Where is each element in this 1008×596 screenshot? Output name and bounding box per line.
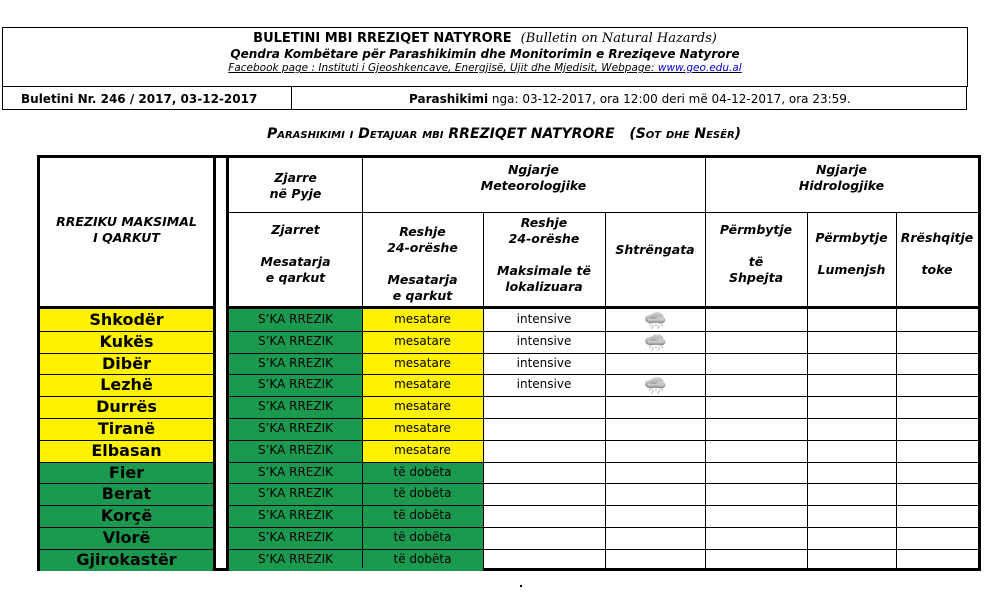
- river-flood-subheader: Përmbytje Lumenjsh: [815, 230, 888, 277]
- fire-risk-cell: S’KA RREZIK: [229, 462, 362, 484]
- region-cell: Fier: [40, 462, 213, 484]
- river-flood-cell: [807, 331, 896, 353]
- fire-subheader: Zjarret Mesatarja e qarkut: [260, 222, 331, 285]
- landslide-cell: [896, 374, 978, 396]
- row-divider: [40, 396, 213, 397]
- storm-cell: [605, 353, 705, 375]
- facebook-link[interactable]: Facebook page : Instituti i Gjeoshkencave, Energjisë, Ujit dhe Mjedisit, Webpage:: [228, 62, 655, 74]
- row-divider: [229, 549, 978, 550]
- section-title-prefix: Parashikimi i Detajuar mbi: [266, 126, 444, 142]
- row-divider: [40, 331, 213, 332]
- region-cell: Kukës: [40, 331, 213, 353]
- forecast-period: [292, 86, 967, 110]
- rain-avg-cell: mesatare: [362, 309, 483, 331]
- stray-dot: [520, 585, 522, 587]
- fire-risk-cell: S’KA RREZIK: [229, 505, 362, 527]
- rain-max-cell: intensive: [516, 333, 572, 348]
- storm-cell: [605, 374, 705, 396]
- flash-flood-cell: [705, 483, 807, 505]
- flash-flood-cell: [705, 527, 807, 549]
- thick-divider: [226, 158, 229, 568]
- row-divider: [40, 505, 213, 506]
- bulletin-subtitle: Qendra Kombëtare për Parashikimin dhe Monitorimin e Rreziqeve Natyrore: [230, 47, 740, 61]
- row-divider: [40, 374, 213, 375]
- row-divider: [229, 331, 978, 332]
- rain-avg-cell: mesatare: [362, 396, 483, 418]
- hydro-group-header: Ngjarje Hidrologjike: [798, 162, 885, 193]
- row-divider: [229, 353, 978, 354]
- storm-cell: [605, 418, 705, 440]
- column-divider: [705, 158, 706, 568]
- fire-risk-cell: S’KA RREZIK: [229, 549, 362, 571]
- flash-flood-cell: [705, 331, 807, 353]
- bulletin-links: [3, 62, 967, 75]
- row-divider: [229, 483, 978, 484]
- river-flood-cell: [807, 527, 896, 549]
- region-cell: Elbasan: [40, 440, 213, 462]
- rain-max-cell: intensive: [516, 355, 572, 370]
- landslide-cell: [896, 483, 978, 505]
- rain-cloud-icon: [642, 311, 668, 329]
- landslide-cell: [896, 462, 978, 484]
- flash-flood-cell: [705, 462, 807, 484]
- storm-cell: [605, 462, 705, 484]
- rain-max-cell: [483, 440, 605, 462]
- rain-avg-cell: të dobëta: [362, 462, 483, 484]
- rain-avg-cell: të dobëta: [362, 549, 483, 571]
- rain-max-cell: [483, 462, 605, 484]
- row-divider: [40, 549, 213, 550]
- bulletin-title-english: (Bulletin on Natural Hazards): [520, 31, 717, 46]
- river-flood-cell: [807, 374, 896, 396]
- landslide-cell: [896, 527, 978, 549]
- storm-cell: [605, 440, 705, 462]
- thick-divider: [213, 158, 216, 568]
- landslide-cell: [896, 418, 978, 440]
- rain-max-cell: [483, 549, 605, 571]
- storm-cell: [605, 396, 705, 418]
- rain-avg-cell: mesatare: [362, 353, 483, 375]
- region-cell: Lezhë: [40, 374, 213, 396]
- column-divider: [605, 212, 606, 568]
- river-flood-cell: [807, 396, 896, 418]
- storm-cell: [605, 527, 705, 549]
- river-flood-cell: [807, 353, 896, 375]
- storm-cell: [605, 483, 705, 505]
- landslide-cell: [896, 309, 978, 331]
- section-title: [0, 126, 1008, 142]
- row-divider: [40, 462, 213, 463]
- flash-flood-cell: [705, 505, 807, 527]
- rain-avg-cell: të dobëta: [362, 483, 483, 505]
- river-flood-cell: [807, 418, 896, 440]
- rain-max-cell: intensive: [516, 312, 572, 326]
- meteo-group-header: Ngjarje Meteorologjike: [480, 162, 587, 193]
- section-title-suffix: (Sot dhe Nesër): [629, 126, 742, 142]
- rain-max-subheader: Reshje 24-orëshe Maksimale të lokalizuara: [497, 215, 591, 294]
- rain-avg-cell: mesatare: [362, 374, 483, 396]
- rain-avg-cell: të dobëta: [362, 527, 483, 549]
- webpage-link[interactable]: www.geo.edu.al: [657, 62, 742, 74]
- column-divider: [362, 158, 363, 568]
- bulletin-number: Buletini Nr. 246 / 2017, 03-12-2017: [2, 86, 292, 110]
- rain-avg-cell: mesatare: [362, 440, 483, 462]
- row-divider: [40, 440, 213, 441]
- column-divider: [807, 212, 808, 568]
- row-divider: [229, 418, 978, 419]
- flash-flood-cell: [705, 418, 807, 440]
- column-divider: [896, 212, 897, 568]
- fire-risk-cell: S’KA RREZIK: [229, 309, 362, 331]
- fire-risk-cell: S’KA RREZIK: [229, 440, 362, 462]
- row-divider: [229, 462, 978, 463]
- rain-avg-cell: mesatare: [362, 331, 483, 353]
- flash-flood-cell: [705, 353, 807, 375]
- flash-flood-cell: [705, 374, 807, 396]
- header-bottom-rule: [229, 306, 978, 309]
- region-cell: Dibër: [40, 353, 213, 375]
- fire-risk-cell: S’KA RREZIK: [229, 418, 362, 440]
- landslide-cell: [896, 549, 978, 571]
- river-flood-cell: [807, 549, 896, 571]
- landslide-cell: [896, 396, 978, 418]
- river-flood-cell: [807, 505, 896, 527]
- river-flood-cell: [807, 440, 896, 462]
- region-cell: Berat: [40, 483, 213, 505]
- rain-avg-cell: mesatare: [362, 418, 483, 440]
- column-divider: [483, 212, 484, 568]
- flash-flood-subheader: Përmbytje të Shpejta: [719, 222, 793, 285]
- section-title-main: RREZIQET NATYRORE: [448, 126, 615, 142]
- river-flood-cell: [807, 483, 896, 505]
- landslide-cell: [896, 440, 978, 462]
- flash-flood-cell: [705, 309, 807, 331]
- fire-risk-cell: S’KA RREZIK: [229, 396, 362, 418]
- rain-max-cell: [483, 396, 605, 418]
- flash-flood-cell: [705, 549, 807, 571]
- rain-avg-subheader: Reshje 24-orëshe Mesatarja e qarkut: [387, 224, 458, 303]
- fire-risk-cell: S’KA RREZIK: [229, 483, 362, 505]
- fire-risk-cell: S’KA RREZIK: [229, 353, 362, 375]
- region-cell: Shkodër: [40, 309, 213, 331]
- region-cell: Gjirokastër: [40, 549, 213, 571]
- row-divider: [229, 527, 978, 528]
- rain-cloud-icon: [642, 376, 668, 394]
- rain-max-cell: [483, 483, 605, 505]
- row-divider: [229, 440, 978, 441]
- header-bottom-rule: [40, 306, 213, 309]
- region-cell: Tiranë: [40, 418, 213, 440]
- row-divider: [40, 527, 213, 528]
- region-column-header: RREZIKU MAKSIMAL I QARKUT: [56, 214, 197, 245]
- storm-cell: [605, 331, 705, 353]
- landslide-cell: [896, 353, 978, 375]
- landslide-cell: [896, 505, 978, 527]
- rain-max-cell: [483, 505, 605, 527]
- flash-flood-cell: [705, 396, 807, 418]
- bulletin-title: [3, 31, 967, 46]
- rain-max-cell: intensive: [516, 377, 572, 392]
- header-divider: [229, 212, 978, 213]
- rain-max-cell: [483, 418, 605, 440]
- region-cell: Korçë: [40, 505, 213, 527]
- rain-max-cell: [483, 527, 605, 549]
- storm-subheader: Shtrëngata: [615, 242, 695, 257]
- row-divider: [40, 353, 213, 354]
- flash-flood-cell: [705, 440, 807, 462]
- storm-cell: [605, 309, 705, 331]
- region-cell: Durrës: [40, 396, 213, 418]
- hazard-table: [37, 155, 981, 571]
- row-divider: [229, 374, 978, 375]
- storm-cell: [605, 549, 705, 571]
- region-cell: Vlorë: [40, 527, 213, 549]
- landslide-cell: [896, 331, 978, 353]
- bulletin-header: [2, 27, 968, 87]
- landslide-subheader: Rrëshqitje toke: [900, 230, 974, 277]
- fire-risk-cell: S’KA RREZIK: [229, 374, 362, 396]
- row-divider: [229, 505, 978, 506]
- rain-avg-cell: të dobëta: [362, 505, 483, 527]
- river-flood-cell: [807, 462, 896, 484]
- forecast-label: Parashikimi: [409, 92, 489, 106]
- row-divider: [40, 483, 213, 484]
- fire-group-header: Zjarre në Pyje: [269, 170, 322, 201]
- river-flood-cell: [807, 309, 896, 331]
- fire-risk-cell: S’KA RREZIK: [229, 527, 362, 549]
- bulletin-title-text: BULETINI MBI RREZIQET NATYRORE: [253, 31, 512, 46]
- fire-risk-cell: S’KA RREZIK: [229, 331, 362, 353]
- forecast-text: nga: 03-12-2017, ora 12:00 deri më 04-12-2017, ora 23:59.: [488, 92, 851, 106]
- row-divider: [40, 418, 213, 419]
- storm-cell: [605, 505, 705, 527]
- row-divider: [229, 396, 978, 397]
- rain-cloud-icon: [642, 333, 668, 351]
